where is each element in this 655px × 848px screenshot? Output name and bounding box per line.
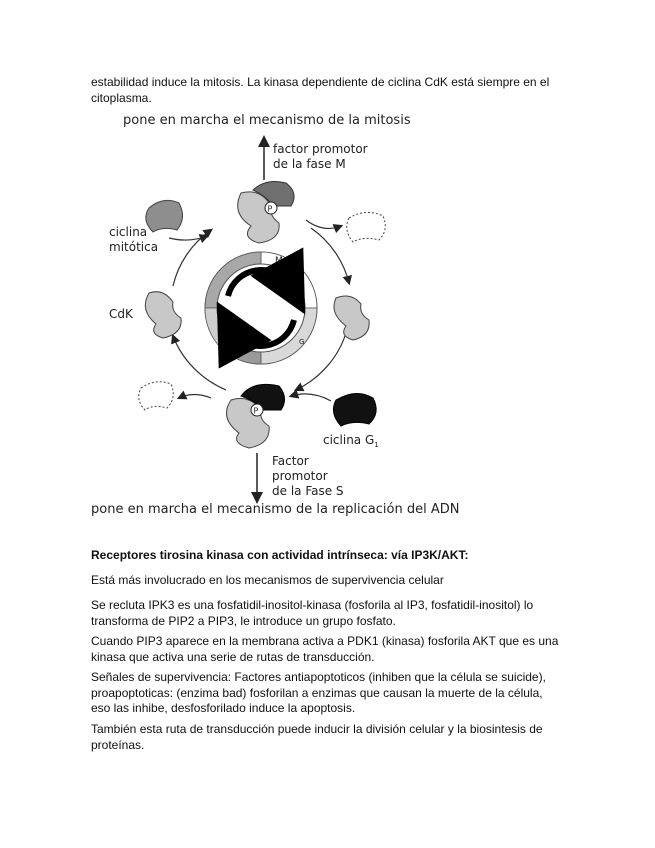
phase-s-label: S <box>219 340 224 348</box>
factor-s-label-line2: promotor <box>272 469 328 483</box>
factor-m-label-line1: factor promotor <box>273 142 368 156</box>
degraded-ciclina-bottom <box>139 382 174 410</box>
paragraph-1: Está más involucrado en los mecanismos de supervivencia celular <box>91 573 444 587</box>
ciclina-g1-shape <box>323 393 379 449</box>
paragraph-5: También esta ruta de transducción puede inducir la división celular y la biosintesis de proteínas. <box>91 722 543 752</box>
phase-g-label: G <box>299 338 305 346</box>
ciclina-mitotica-shape <box>109 200 183 254</box>
factor-m-label-line2: de la fase M <box>273 157 346 171</box>
arrow-ciclina-g1 <box>291 394 331 401</box>
cdk-right <box>334 296 369 340</box>
bottom-caption: pone en marcha el mecanismo de la replicación del ADN <box>91 502 460 517</box>
section-heading: Receptores tirosina kinasa con actividad intrínseca: vía IP3K/AKT: <box>91 548 469 562</box>
paragraph-4: Señales de supervivencia: Factores antiapoptoticos (inhiben que la célula se suicide), proapoptoticas: (enzima bad) fosforilan a enzimas que causan la muerte de la célula, eso las inhibe, desfosforilado induce la apoptosis. <box>91 670 546 715</box>
arrow-degraded-top <box>306 220 341 228</box>
cdk-left <box>109 292 181 338</box>
arrow-ciclina-mitotica <box>169 236 207 240</box>
phosphate-bottom: P <box>253 406 259 416</box>
intro-paragraph: estabilidad induce la mitosis. La kinasa dependiente de ciclina CdK está siempre en el citoplasma. <box>91 75 550 105</box>
cdk-bottom-complex <box>227 384 285 448</box>
ciclina-mitotica-label-line1: ciclina <box>109 225 148 239</box>
arrow-degraded-bottom <box>179 395 211 399</box>
ciclina-mitotica-label-line2: mitótica <box>109 240 159 254</box>
paragraph-2: Se recluta IPK3 es una fosfatidil-inositol-kinasa (fosforila al IP3, fosfatidil-inositol) lo transforma de PIP2 a PIP3, le introduce un grupo fosfato. <box>91 598 534 628</box>
factor-s-label-line1: Factor <box>272 454 309 468</box>
top-caption: pone en marcha el mecanismo de la mitosis <box>123 113 411 128</box>
factor-s-label-line3: de la Fase S <box>272 484 344 498</box>
degraded-ciclina-top <box>347 212 386 242</box>
cell-cycle-figure <box>91 108 561 528</box>
phosphate-top: P <box>267 204 273 214</box>
ciclina-g1-label: ciclina $G_1$ <box>323 433 379 449</box>
phase-m-label: M <box>275 256 283 266</box>
paragraph-3: Cuando PIP3 aparece en la membrana activa a PDK1 (kinasa) fosforila AKT que es una kinasa que activa una serie de rutas de transducción. <box>91 634 559 664</box>
cdk-label: CdK <box>109 307 133 321</box>
cdk-top-complex <box>238 182 294 243</box>
